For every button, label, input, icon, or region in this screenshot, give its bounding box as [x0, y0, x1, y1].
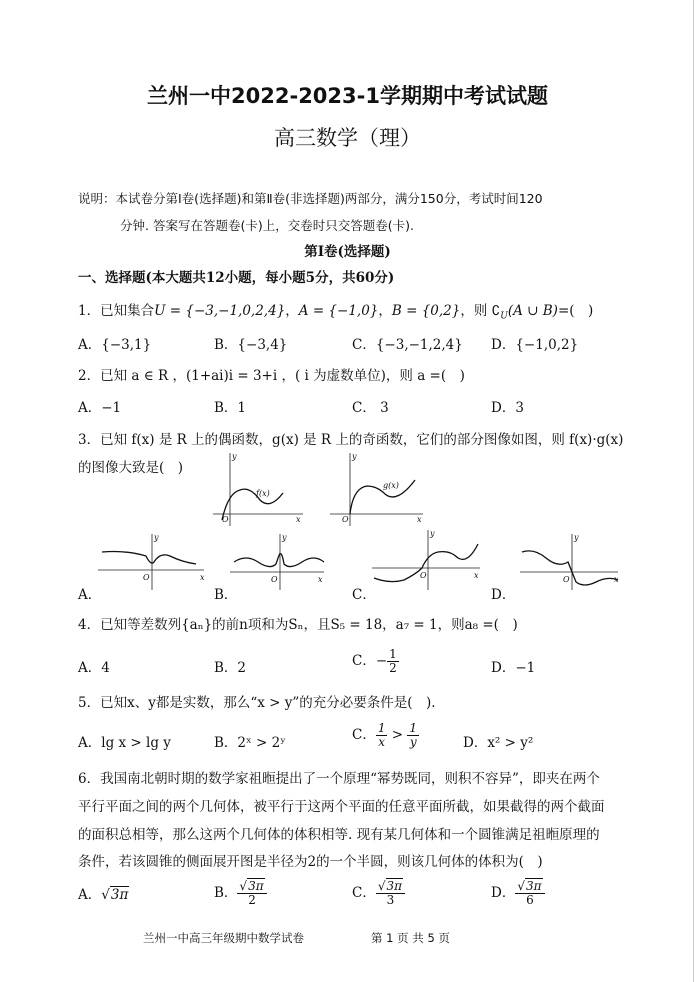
q1-complement: ，则 ∁ [460, 303, 501, 319]
graph-d-o: O [563, 575, 570, 584]
q5-c-frac-1 [376, 722, 388, 749]
graph-b-x: x [318, 575, 323, 584]
graph-a-y: y [154, 533, 159, 542]
q3-graph-d [518, 532, 623, 592]
q3-option-a: A． [78, 587, 102, 603]
q6-d-fraction: $\frac{√3\pi}{6}$ [515, 880, 544, 907]
instructions-line-2: 分钟. 答案写在答题卷(卡)上，交卷时只交答题卷(卡). [120, 218, 414, 233]
q6-option-c [352, 880, 405, 907]
footer-page-number: 第 1 页 共 5 页 [371, 931, 450, 945]
question-4: 4．已知等差数列{aₙ}的前n项和为Sₙ，且S₅ = 18，a₇ = 1，则a₈ =( ) [78, 617, 518, 633]
q6-c-fraction: $\frac{√3\pi}{3}$ [376, 880, 405, 907]
q5-c-den1: x [378, 735, 386, 749]
q5-option-d: D．x² > y² [463, 735, 534, 751]
exam-title: 兰州一中2022-2023-1学期期中考试试题 [147, 84, 548, 108]
graph-b-y: y [282, 533, 287, 542]
question-2: 2．已知 a ∈ R ，(1+ai)i = 3+i ，( i 为虚数单位)，则 a =( ) [78, 368, 465, 384]
q2-option-c: C． 3 [352, 400, 389, 416]
q6-option-a: A．√3π [78, 887, 129, 903]
q4-c-num: 1 [389, 647, 397, 661]
question-6-line-2: 平行平面之间的两个几何体，被平行于这两个平面的任意平面所截，如果截得的两个截面 [78, 799, 605, 815]
q6-b-den: 2 [248, 893, 256, 907]
q3-option-c: C． [352, 587, 376, 603]
q5-option-c [352, 722, 419, 749]
graph-g-odd [325, 448, 430, 528]
graph-g-origin: O [342, 515, 349, 524]
q6-c-label: C． [352, 885, 376, 901]
graph-f-origin: O [222, 515, 229, 524]
q3-graph-b [228, 532, 328, 592]
graph-b-curve [234, 554, 324, 567]
section-title: 第Ⅰ卷(选择题) [304, 244, 391, 260]
question-6-line-3: 的面积总相等，那么这两个几何体的体积相等. 现有某几何体和一个圆锥满足祖暅原理的 [78, 827, 600, 843]
q5-c-gt: > [391, 727, 404, 743]
question-3-line-1: 3．已知 f(x) 是 R 上的偶函数，g(x) 是 R 上的奇函数，它们的部分图像如图，则 f(x)·g(x) [78, 432, 624, 448]
q6-b-fraction: $\frac{√3\pi}{2}$ [237, 880, 266, 907]
question-3-line-2: 的图像大致是( ) [78, 460, 184, 476]
q6-option-d [491, 880, 545, 907]
q1-set-a: A = {−1,0} [298, 303, 379, 319]
q5-option-a: A．lg x > lg y [78, 735, 171, 751]
graph-c-o: O [420, 571, 427, 580]
section-heading: 一、选择题(本大题共12小题，每小题5分，共60分) [78, 270, 395, 286]
graph-a-o: O [143, 573, 150, 582]
q1-option-d: D．{−1,0,2} [491, 337, 579, 353]
graph-b-o: O [271, 575, 278, 584]
q2-option-d: D．3 [491, 400, 524, 416]
q4-option-a: A．4 [78, 660, 110, 676]
graph-c-x: x [474, 571, 479, 580]
q1-option-b: B．{−3,4} [214, 337, 288, 353]
q2-option-b: B．1 [214, 400, 247, 416]
q3-option-b: B． [214, 587, 238, 603]
q6-option-b [214, 880, 267, 907]
footer-title: 兰州一中高三年级期中数学试卷 [143, 931, 304, 945]
q1-stem: 1．已知集合 [78, 303, 155, 319]
q1-set-b: B = {0,2} [391, 303, 461, 319]
question-5: 5．已知x、y都是实数，那么“x > y”的充分必要条件是( ). [78, 695, 436, 711]
q1-expr: (A ∪ B) [507, 303, 558, 319]
graph-f-curve [222, 489, 283, 520]
q1-option-a: A．{−3,1} [78, 337, 152, 353]
q4-option-d: D．−1 [491, 660, 536, 676]
graph-d-y: y [574, 533, 579, 542]
q4-option-c-fraction [387, 648, 399, 675]
exam-subtitle: 高三数学（理） [274, 126, 421, 150]
q6-d-den: 6 [526, 893, 534, 907]
q5-c-frac-2 [407, 722, 419, 749]
q5-c-prefix: C． [352, 727, 376, 743]
q6-d-label: D． [491, 885, 516, 901]
q6-b-label: B． [214, 885, 238, 901]
q5-c-num2: 1 [409, 721, 418, 735]
q4-option-b: B．2 [214, 660, 247, 676]
q6-c-radicand: 3π [386, 879, 403, 893]
instructions-line-1: 说明：本试卷分第Ⅰ卷(选择题)和第Ⅱ卷(非选择题)两部分，满分150分，考试时间120 [78, 191, 543, 206]
q2-option-a: A．−1 [78, 400, 122, 416]
q3-graph-c [370, 528, 485, 592]
q1-set-u: U = {−3,−1,0,2,4} [154, 303, 286, 319]
q6-a-label: A． [78, 887, 102, 903]
q6-a-radicand: 3π [110, 887, 129, 903]
graph-f-even [208, 448, 308, 528]
graph-g-x-label: x [417, 515, 422, 524]
graph-f-y-label: y [232, 452, 237, 461]
graph-f-label: f(x) [256, 489, 270, 498]
q4-option-c [352, 648, 399, 675]
graph-c-y: y [430, 529, 435, 538]
q1-end: =( ) [557, 303, 594, 319]
q6-c-den: 3 [386, 893, 395, 907]
graph-a-curve [102, 552, 196, 565]
graph-g-y-label: y [352, 452, 357, 461]
q3-graph-a [96, 532, 208, 592]
question-6-line-1: 6．我国南北朝时期的数学家祖暅提出了一个原理“幂势既同，则积不容异”，即夹在两个 [78, 771, 600, 787]
graph-f-x-label: x [296, 515, 301, 524]
q5-c-den2: y [409, 735, 417, 749]
q1-option-c: C．{−3,−1,2,4} [352, 337, 463, 353]
q4-option-c-prefix: C．− [352, 653, 388, 669]
q3-option-d: D． [491, 587, 516, 603]
graph-d-curve [522, 551, 618, 585]
question-6-line-4: 条件，若该圆锥的侧面展开图是半径为2的一个半圆，则该几何体的体积为( ) [78, 854, 543, 870]
q6-b-radicand: 3π [248, 879, 264, 893]
graph-g-label: g(x) [383, 481, 399, 490]
question-1: 1．已知集合U = {−3,−1,0,2,4}，A = {−1,0}，B = {0,2}，则 $∁_U(A$ ∪ B)=( ) [78, 303, 594, 322]
q4-c-den: 2 [389, 661, 397, 675]
graph-d-x: x [614, 575, 619, 584]
graph-a-x: x [200, 573, 205, 582]
q6-d-radicand: 3π [525, 879, 542, 893]
q5-option-b: B．2ˣ > 2ʸ [214, 735, 286, 751]
q5-c-num1: 1 [377, 721, 386, 735]
